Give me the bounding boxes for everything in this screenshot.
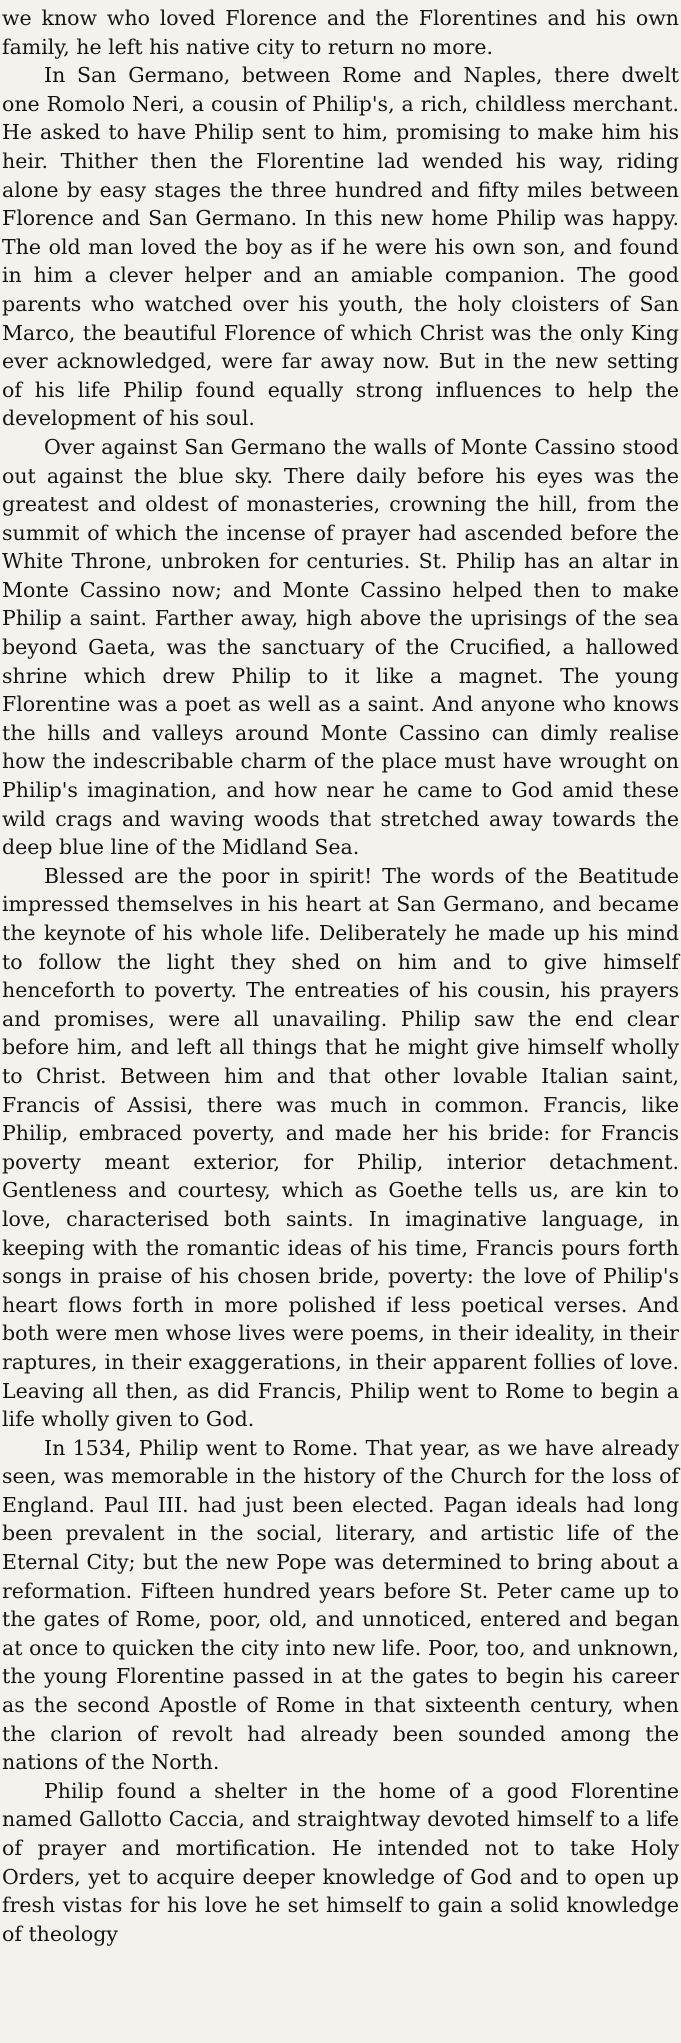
paragraph-rome-1534: In 1534, Philip went to Rome. That year, as we have already seen, was memorable in the history of the Church for the loss of England. Paul III. had just been elected. Pagan ideals had long been prevalent in the social, literary, and artistic life of the Eternal City; but the new Pope was determined to bring about a reformation. Fifteen hundred years before St. Peter came up to the gates of Rome, poor, old, and unnoticed, entered and began at once to quicken the city into new life. Poor, too, and unknown, the young Florentine passed in at the gates to begin his career as the second Apostle of Rome in that sixteenth century, when the clarion of revolt had already been sounded among the nations of the North. (2, 1435, 679, 1775)
paragraph-poverty: Blessed are the poor in spirit! The words of the Beatitude impressed themselves in his heart at San Germano, and became the keynote of his whole life. Deliberately he made up his mind to follow the light they shed on him and to give himself henceforth to poverty. The entreaties of his cousin, his prayers and promises, were all unavailing. Philip saw the end clear before him, and left all things that he might give himself wholly to Christ. Between him and that other lovable Italian saint, Francis of Assisi, there was much in common. Francis, like Philip, embraced poverty, and made her his bride: for Francis poverty meant exterior, for Philip, interior detachment. Gentleness and courtesy, which as Goethe tells us, are kin to love, characterised both saints. In imaginative language, in keeping with the romantic ideas of his time, Francis pours forth songs in praise of his chosen bride, poverty: the love of Philip's heart flows forth in more polished if less poetical verses. And both were men whose lives were poems, in their ideality, in their raptures, in their exaggerations, in their apparent follies of love. Leaving all then, as did Francis, Philip went to Rome to begin a life wholly given to God. (2, 863, 679, 1432)
paragraph-continuation: we know who loved Florence and the Florentines and his own family, he left his native city to return no more. (2, 6, 679, 59)
paragraph-shelter: Philip found a shelter in the home of a good Florentine named Gallotto Caccia, and straightway devoted himself to a life of prayer and mortification. He intended not to take Holy Orders, yet to acquire deeper knowledge of God and to open up fresh vistas for his love he set himself to gain a solid knowledge of theology (2, 1778, 679, 1946)
paragraph-monte-cassino: Over against San Germano the walls of Monte Cassino stood out against the blue sky. There daily before his eyes was the greatest and oldest of monasteries, crowning the hill, from the summit of which the incense of prayer had ascended before the White Throne, unbroken for centuries. St. Philip has an altar in Monte Cassino now; and Monte Cassino helped then to make Philip a saint. Farther away, high above the uprisings of the sea beyond Gaeta, was the sanctuary of the Crucified, a hallowed shrine which drew Philip to it like a magnet. The young Florentine was a poet as well as a saint. And anyone who knows the hills and valleys around Monte Cassino can dimly realise how the indescribable charm of the place must have wrought on Philip's imagination, and how near he came to God amid these wild crags and waving woods that stretched away towards the deep blue line of the Midland Sea. (2, 434, 679, 860)
paragraph-san-germano: In San Germano, between Rome and Naples, there dwelt one Romolo Neri, a cousin of Philip's, a rich, childless merchant. He asked to have Philip sent to him, promising to make him his heir. Thither then the Florentine lad wended his way, riding alone by easy stages the three hundred and fifty miles between Florence and San Germano. In this new home Philip was happy. The old man loved the boy as if he were his own son, and found in him a clever helper and an amiable companion. The good parents who watched over his youth, the holy cloisters of San Marco, the beautiful Florence of which Christ was the only King ever acknowledged, were far away now. But in the new setting of his life Philip found equally strong influences to help the development of his soul. (2, 63, 679, 431)
